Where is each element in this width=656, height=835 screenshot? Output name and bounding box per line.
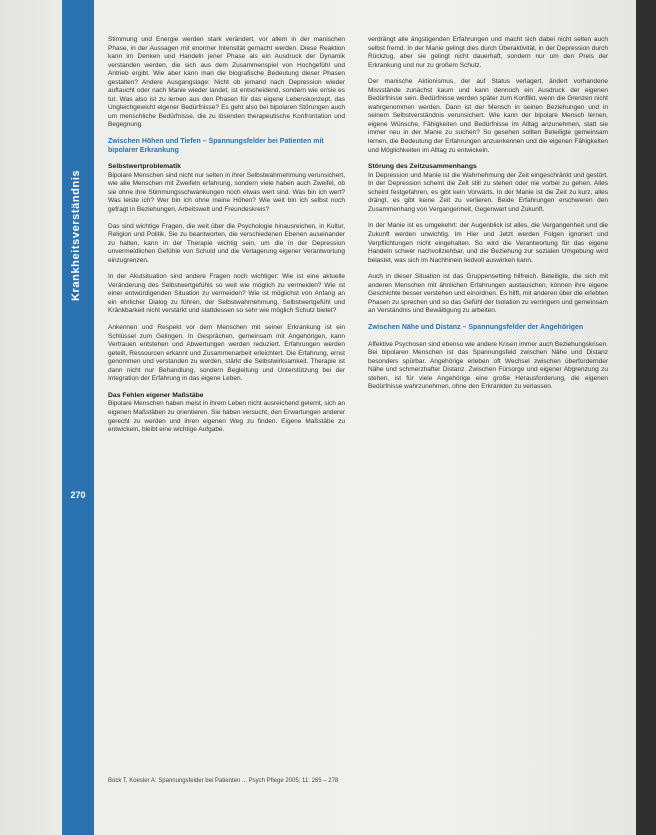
paragraph: Stimmung und Energie werden stark verändert, vor allem in der manischen Phase, in der Aussagen mit enormer Intensität gemacht werden. Diese Reaktion kann im Denken und Handeln jener Phase als ein Ausdruck der Dynamik verstanden werden, die sich aus dem Zusammenspiel von Hochgefühl und Antrieb ergibt. Wie aber kann man die biografische Bedeutung dieser Phasen gestalten? Andere Ausgangslage: Nicht ob jemand nach Depression wieder auftaucht oder nach Manie wieder landet, ist entscheidend, sondern wie er/sie es tut. Was also ist zu lernen aus den Phasen für das eigene Lebenskonzept, das Ungleichgewicht eigener Bedürfnisse? Es geht also bei bipolaren Störungen auch um menschliche Bedürfnisse, die zu lösenden therapeutische Konfrontation und Begegnung. <box>108 36 345 129</box>
paragraph: Bipolare Menschen haben meist in ihrem Leben nicht ausreichend gelernt, sich an eigenen Maßstäben zu orientieren. Sie haben versucht, den Erwartungen anderer gerecht zu werden und ihren eigenen Weg zu finden. Eigene Maßstäbe zu entwickeln, bleibt eine wichtige Aufgabe. <box>108 400 345 434</box>
paragraph: In der Manie ist es umgekehrt: der Augenblick ist alles, die Vergangenheit und die Zukunft werden unwichtig. Im Hier und Jetzt werden Folgen ignoriert und Verpflichtungen nicht eingehalten. So wird die Verantwortung für das eigene Handeln schwer nachvollziehbar, und die Beziehung zur sozialen Umgebung wird belastet, was sich im Nachhinein leidvoll auswirken kann. <box>368 222 608 264</box>
left-column <box>108 36 345 443</box>
paragraph: Ankennen und Respekt vor dem Menschen mit seiner Erkrankung ist ein Schlüssel zum Gelingen. In Gesprächen, gemeinsam mit Angehörigen, kann Vertrauen entstehen und Abwertungen werden reduziert. Erfahrungen werden geteilt, Ressourcen erkannt und Zusammenarbeit erleichtert. Die Erfahrung, ernst genommen und verstanden zu werden, stärkt die Selbstwirksamkeit. Therapie ist dann nicht nur Behandlung, sondern Begleitung und Unterstützung bei der Integration der Erfahrung in das eigene Leben. <box>108 324 345 383</box>
paragraph: Bipolare Menschen sind nicht nur selten in ihrer Selbstwahrnehmung verunsichert, wie alle Menschen mit Zweifeln erfahrung, sondern viele haben auch Zweifel, ob sie ohne ihre Stimmungsschwankungen noch etwas wert sind. Was bin ich wert? Was leiste ich? Wer bin ich ohne meine Höhen? Wie weit bin ich selbst noch gefragt in Beziehungen, Arbeitswelt und Freundeskreis? <box>108 171 346 213</box>
paragraph: Das sind wichtige Fragen, die weit über die Psychologie hinausreichen, in Kultur, Religion und Politik. Sie zu beantworten, die verschiedenen Ebenen auseinander zu halten, kann in der Therapie wichtig sein, um die in der Depression unvermeidlichen Gefühle von Schuld und die Verlagerung eigener Verantwortung einzugrenzen. <box>108 222 345 264</box>
section-heading: Zwischen Höhen und Tiefen – Spannungsfelder bei Patienten mit bipolarer Erkrankung <box>108 138 324 154</box>
section-sidebar <box>62 0 94 835</box>
subsection-heading: Selbstwertproblematik <box>108 163 181 171</box>
page-number: 270 <box>70 490 86 500</box>
paragraph: verdrängt alle ängstigenden Erfahrungen und macht sich dabei nicht selten auch selbst fremd. In der Manie gelingt dies durch Überaktivität, in der Depression durch Rückzug, aber sie gelingt nicht dauerhaft, sondern nur um den Preis der Erkrankung und nur zu großem Schutz. <box>368 36 608 69</box>
paragraph: Auch in dieser Situation ist das Gruppensetting hilfreich. Beteiligte, die sich mit anderen Menschen mit ähnlichen Erfahrungen austauschen, können ihre eigene Geschichte besser verstehen und einordnen. Es hilft, mit anderen über die erlebten Phasen zu sprechen und so das Gefühl der Isolation zu verringern und gemeinsam an Verständnis und Bewältigung zu arbeiten. <box>368 273 608 315</box>
subsection-heading: Störung des Zeitzusammenhangs <box>368 163 477 171</box>
right-column <box>368 36 608 400</box>
subsection-heading: Das Fehlen eigener Maßstäbe <box>108 391 204 399</box>
section-label: Krankheitsverständnis <box>70 169 82 301</box>
paragraph: In Depression und Manie ist die Wahrnehmung der Zeit eingeschränkt und gestört. In der Depression scheint die Zeit still zu stehen oder nie vorbei zu gehen. Alles scheint festgefahren, es gibt kein Vorwärts. In der Manie ist die Zeit zu kurz, alles drängt, es gibt keine Zeit zu verlieren. Beide Erfahrungen erschweren den Zusammenhang von Vergangenheit, Gegenwart und Zukunft. <box>368 171 608 213</box>
paragraph: Affektive Psychosen sind ebenso wie andere Krisen immer auch Beziehungskrisen. Bei bipolaren Menschen ist das Spannungsfeld zwischen Nähe und Distanz besonders spürbar. Angehörige erleben oft Wechsel zwischen überfordernder Nähe und schmerzhafter Distanz. Zwischen Fürsorge und eigener Abgrenzung zu stehen, ist für viele Angehörige eine große Herausforderung, die eigenen Bedürfnisse wahrzunehmen, ohne den Erkrankten zu verlassen. <box>368 340 608 391</box>
scanner-edge <box>636 0 656 835</box>
paragraph: In der Akutsituation sind andere Fragen noch wichtiger: Wie ist eine aktuelle Veränderung des Selbstwertgefühls so weit wie möglich zu vermeiden? Wie ist einer entwürdigenden Situation zu vermeiden? Wie ist möglichst von Anfang an ein ehrlicher Dialog zu führen, der Selbstwahrnehmung, Selbstwertgefühl und Kränkbarkeit nicht verstärkt und stattdessen so sehr wie möglich Schutz bietet? <box>108 273 345 315</box>
citation-footer: Bock T, Koesler A: Spannungsfelder bei Patienten ... Psych Pflege 2005; 11: 265 – 278 <box>108 778 339 784</box>
section-heading: Zwischen Nähe und Distanz – Spannungsfelder der Angehörigen <box>368 323 584 331</box>
paragraph: Der manische Aktionismus, der auf Status verlagert, ändert vorhandene Missstände zunächst kaum und kann dennoch ein Ausdruck der eigenen Bedürfnisse sein. Bedürfnisse werden später zum Konflikt, wenn die Grenzen nicht wahrgenommen werden. Dann ist der Mensch in seinen Beziehungen und in seinem Selbstverständnis verunsichert. Wie kann der bipolare Mensch lernen, eigene Wünsche, Fähigkeiten und Bedürfnisse im Alltag anzunehmen, statt sie immer neu in der Manie zu suchen? So gesehen sollten Beteiligte gemeinsam lernen, die Bedeutung der Erfahrungen anzuerkennen und die eigenen Fähigkeiten und Möglichkeiten im Alltag zu entwickeln. <box>368 78 608 154</box>
